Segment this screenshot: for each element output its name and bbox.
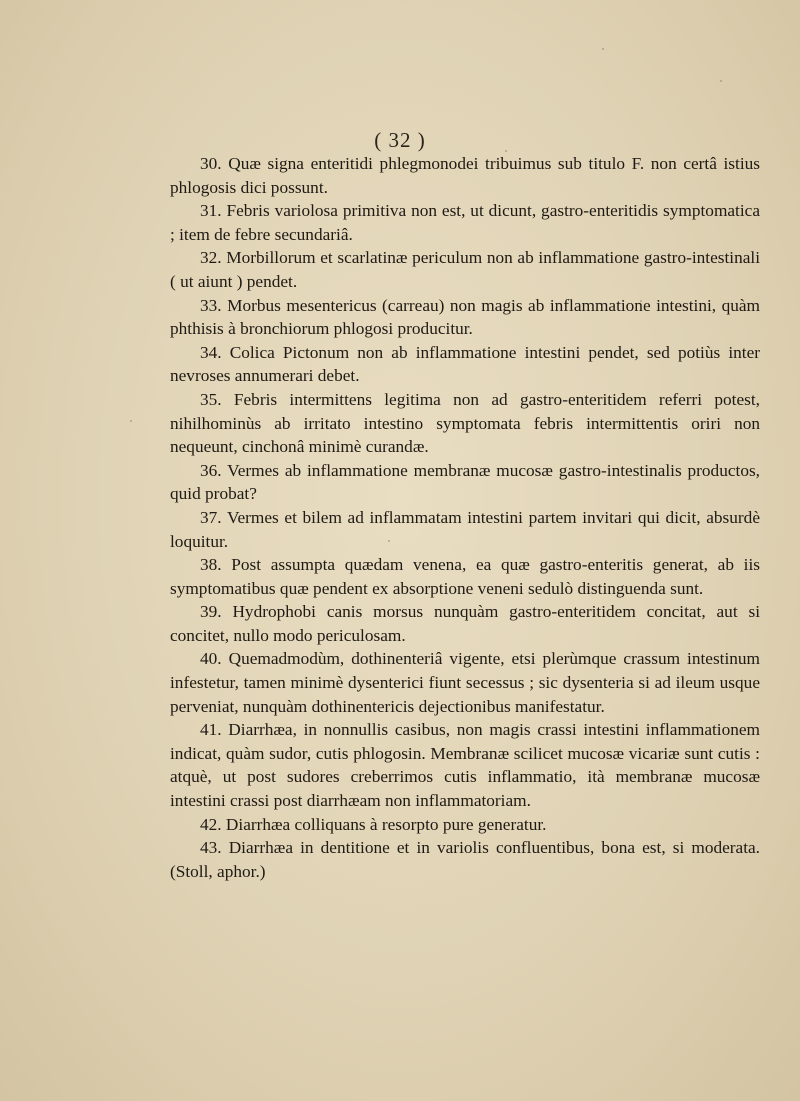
- aphorism-34: 34. Colica Pictonum non ab inflammatione intestini pendet, sed potiùs inter nevroses annumerari debet.: [170, 342, 760, 386]
- aphorism-35: 35. Febris intermittens legitima non ad gastro-enteritidem referri potest, nihilhominùs ab irritato intestino symptomata febris intermittentis oriri non nequeunt, cinchonâ minimè curandæ.: [170, 389, 760, 457]
- aphorism-32: 32. Morbillorum et scarlatinæ periculum non ab inflammatione gastro-intestinali ( ut aiunt ) pendet.: [170, 248, 760, 291]
- aphorism-36: 36. Vermes ab inflammatione membranæ mucosæ gastro-intestinalis productos, quid probat?: [170, 460, 760, 504]
- aphorism-31: 31. Febris variolosa primitiva non est, ut dicunt, gastro-enteritidis symptomatica ; item de febre secundariâ.: [170, 201, 760, 244]
- paper-speck: [130, 420, 132, 422]
- aphorism-42: 42. Diarrhæa colliquans à resorpto pure generatur.: [200, 814, 547, 834]
- aphorism-43: 43. Diarrhæa in dentitione et in variolis confluentibus, bona est, si moderata. (Stoll, aphor.): [170, 838, 760, 881]
- aphorism-list: [170, 152, 760, 883]
- aphorism-37: 37. Vermes et bilem ad inflammatam intestini partem invitari qui dicit, absurdè loquitur.: [170, 507, 760, 551]
- aphorism-33: 33. Morbus mesentericus (carreau) non magis ab inflammatione intestini, quàm phthisis à bronchiorum phlogosi producitur.: [170, 295, 760, 339]
- aphorism-41: 41. Diarrhæa, in nonnullis casibus, non magis crassi intestini inflammationem indicat, quàm sudor, cutis phlogosin. Membranæ scilicet mucosæ vicariæ sunt cutis : atquè, ut post sudores creberrimos cutis inflammatio, ità membranæ mucosæ intestini crassi post diarrhæam non inflammatoriam.: [170, 720, 760, 811]
- aphorism-39: 39. Hydrophobi canis morsus nunquàm gastro-enteritidem concitat, aut si concitet, nullo modo periculosam.: [170, 602, 760, 645]
- paper-speck: [602, 48, 604, 50]
- aphorism-40: 40. Quemadmodùm, dothinenteriâ vigente, etsi plerùmque crassum intestinum infestetur, tamen minimè dysenterici fiunt secessus ; sic dysenteria si ad ileum usque perveniat, nunquàm dothinentericis dejectionibus manifestatur.: [170, 649, 760, 716]
- page-number: ( 32 ): [374, 128, 426, 152]
- aphorism-38: 38. Post assumpta quædam venena, ea quæ gastro-enteritis generat, ab iis symptomatibus quæ pendent ex absorptione veneni sedulò distinguenda sunt.: [170, 555, 760, 598]
- aphorism-30: 30. Quæ signa enteritidi phlegmonodei tribuimus sub titulo F. non certâ istius phlogosis dici possunt.: [170, 154, 760, 197]
- paper-speck: [720, 80, 722, 82]
